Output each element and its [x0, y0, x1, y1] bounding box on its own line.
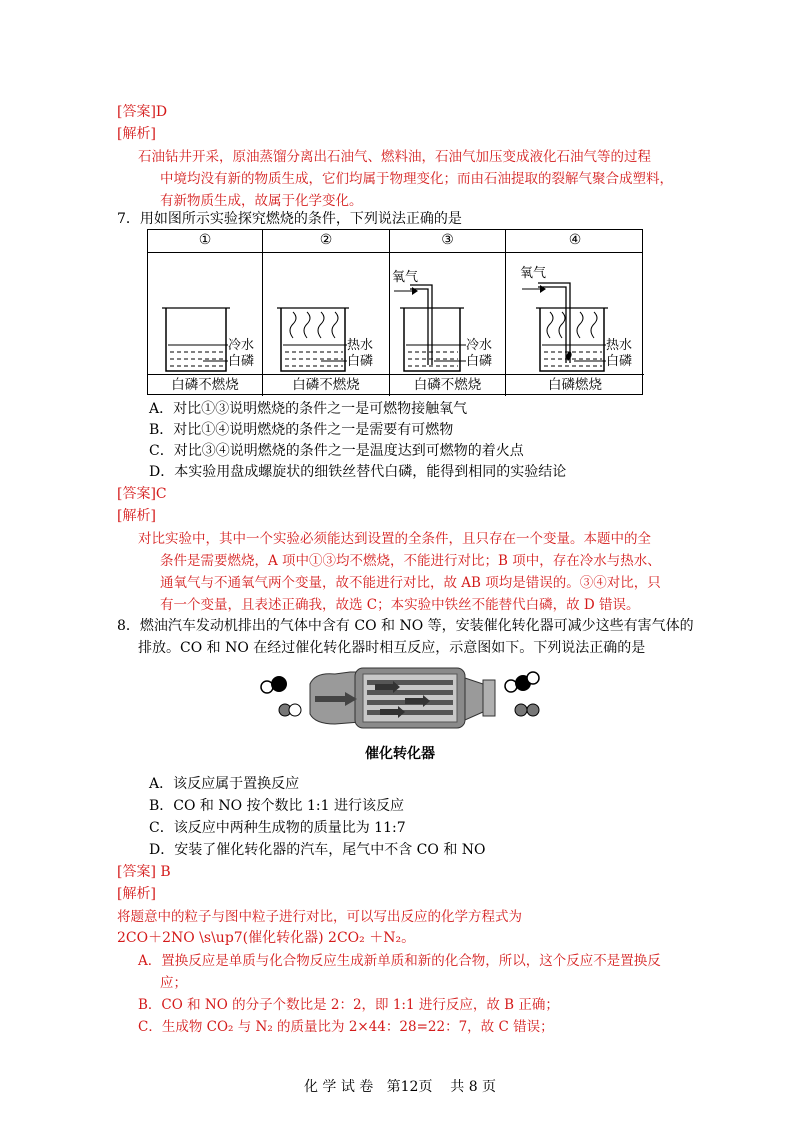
q6-analysis-line-3: 有新物质生成，故属于化学变化。: [160, 193, 363, 209]
experiment-number: ③: [441, 232, 454, 248]
experiment-cell-2: [263, 230, 390, 396]
q8-analysis-item-c: C．生成物 CO₂ 与 N₂ 的质量比为 2×44：28=22：7，故 C 错误；: [138, 1019, 554, 1035]
water-label: 冷水: [228, 338, 255, 353]
q8-answer: [答案] B: [117, 864, 171, 880]
experiment-result: 白磷燃烧: [506, 374, 644, 396]
experiment-number: ②: [319, 232, 333, 248]
water-label: 热水: [606, 338, 633, 353]
q6-answer: [答案]D: [117, 104, 168, 120]
experiment-number: ①: [198, 232, 212, 248]
q7-analysis-line-2: 条件是需要燃烧，A 项中①③均不燃烧，不能进行对比；B 项中，存在冷水与热水、: [160, 553, 661, 569]
beaker-hot-water-diagram: [263, 253, 390, 374]
solid-label: 白磷: [466, 354, 493, 369]
gas-label: 氧气: [520, 266, 547, 281]
q7-analysis-label: [解析]: [117, 508, 156, 524]
q8-option-c: C．该反应中两种生成物的质量比为 11:7: [149, 820, 406, 836]
q6-analysis-line-2: 中境均没有新的物质生成，它们均属于物理变化；而由石油提取的裂解气聚合成塑料，: [160, 171, 673, 187]
beaker-cold-water-oxygen-diagram: [390, 253, 506, 374]
q7-analysis-line-1: 对比实验中，其中一个实验必须能达到设置的全条件，且只存在一个变量。本题中的全: [138, 531, 651, 547]
experiment-number: ④: [568, 232, 582, 248]
catalytic-converter-diagram: [255, 662, 545, 764]
beaker-hot-water-oxygen-diagram: [506, 253, 644, 374]
water-label: 热水: [347, 338, 374, 353]
q8-option-d: D．安装了催化转化器的汽车，尾气中不含 CO 和 NO: [149, 842, 486, 858]
q8-option-a: A．该反应属于置换反应: [149, 776, 300, 792]
water-label: 冷水: [466, 338, 493, 353]
q8-analysis-item-a-cont: 应；: [160, 975, 187, 991]
solid-label: 白磷: [228, 354, 255, 369]
output-n2-molecule: [515, 704, 539, 716]
experiment-result: 白磷不燃烧: [390, 374, 505, 396]
input-no-molecule: [279, 704, 301, 716]
q8-option-b: B．CO 和 NO 按个数比 1:1 进行该反应: [149, 798, 404, 814]
q8-analysis-label: [解析]: [117, 886, 156, 902]
experiment-result: 白磷不燃烧: [148, 374, 262, 396]
figure-caption: 催化转化器: [365, 746, 435, 762]
q7-analysis-line-3: 通氧气与不通氧气两个变量，故不能进行对比，故 AB 项均是错误的。③④对比，只: [160, 575, 661, 591]
q7-option-d: D．本实验用盘成螺旋状的细铁丝替代白磷，能得到相同的实验结论: [149, 464, 567, 480]
q6-analysis-line-1: 石油钻井开采，原油蒸馏分离出石油气、燃料油，石油气加压变成液化石油气等的过程: [138, 149, 651, 165]
q8-analysis-intro: 将题意中的粒子与图中粒子进行对比，可以写出反应的化学方程式为: [117, 909, 522, 925]
output-co2-molecule: [505, 672, 539, 692]
q7-stem: 7．用如图所示实验探究燃烧的条件，下列说法正确的是: [117, 211, 462, 227]
q7-answer: [答案]C: [117, 486, 167, 502]
page-footer: 化 学 试 卷 第12页 共 8 页: [303, 1079, 497, 1095]
input-co-molecule: [261, 676, 287, 693]
q8-analysis-item-b: B．CO 和 NO 的分子个数比是 2：2，即 1:1 进行反应，故 B 正确；: [138, 997, 559, 1013]
experiment-table: [147, 229, 643, 395]
q7-option-a: A．对比①③说明燃烧的条件之一是可燃物接触氧气: [149, 401, 468, 417]
q7-analysis-line-4: 有一个变量，且表述正确我，故选 C；本实验中铁丝不能替代白磷，故 D 错误。: [160, 597, 640, 613]
q8-stem-line-1: 8．燃油汽车发动机排出的气体中含有 CO 和 NO 等，安装催化转化器可减少这些有害气体的: [117, 618, 694, 634]
experiment-cell-4: [506, 230, 644, 396]
experiment-cell-1: [148, 230, 263, 396]
q7-option-b: B．对比①④说明燃烧的条件之一是需要有可燃物: [149, 422, 454, 438]
q8-equation: 2CO＋2NO \s\up7(催化转化器) 2CO₂ ＋N₂。: [117, 930, 416, 946]
experiment-cell-3: [390, 230, 506, 396]
experiment-result: 白磷不燃烧: [263, 374, 389, 396]
beaker-cold-water-diagram: [148, 253, 263, 374]
q7-option-c: C．对比③④说明燃烧的条件之一是温度达到可燃物的着火点: [149, 443, 524, 459]
converter-body: [310, 668, 495, 728]
q6-analysis-label: [解析]: [117, 126, 156, 142]
solid-label: 白磷: [606, 354, 633, 369]
solid-label: 白磷: [347, 354, 374, 369]
gas-label: 氧气: [392, 270, 419, 285]
q8-analysis-item-a: A．置换反应是单质与化合物反应生成新单质和新的化合物，所以，这个反应不是置换反: [138, 953, 661, 969]
q8-stem-line-2: 排放。CO 和 NO 在经过催化转化器时相互反应，示意图如下。下列说法正确的是: [138, 640, 646, 656]
